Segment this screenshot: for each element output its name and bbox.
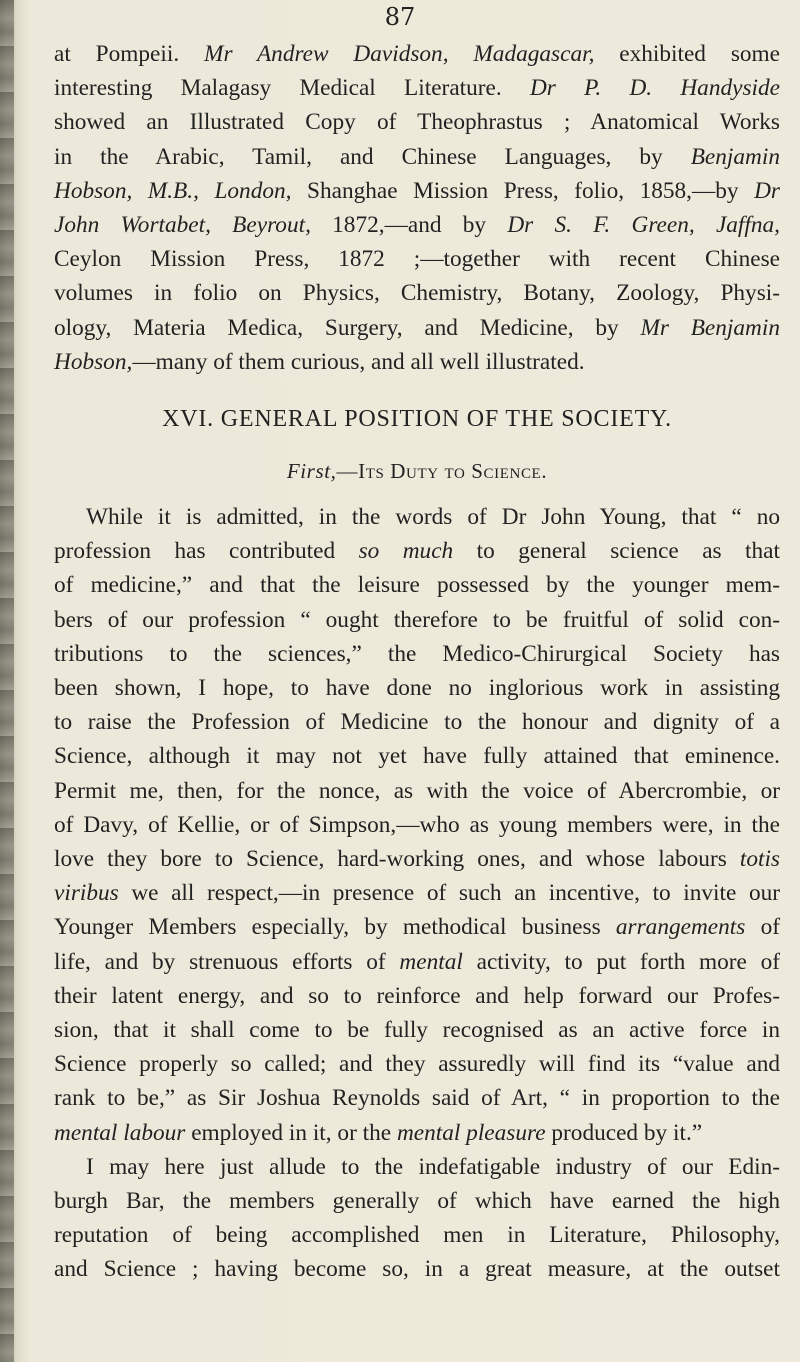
text-line: to raise the Profession of Medicine to the honour and dignity of a <box>54 709 780 736</box>
text-line: at Pompeii. Mr Andrew Davidson, Madagascar, exhibited some <box>54 41 780 67</box>
text-line: rank to be,” as Sir Joshua Reynolds said of Art, “ in proportion to the <box>54 1085 780 1112</box>
text-line: ology, Materia Medica, Surgery, and Medicine, by Mr Benjamin <box>54 314 780 341</box>
text-line: burgh Bar, the members generally of which have earned the high <box>54 1188 780 1215</box>
paragraph-exhibits <box>54 37 780 379</box>
text-line: of medicine,” and that the leisure possessed by the younger mem- <box>54 572 780 599</box>
page-number: 87 <box>384 3 416 31</box>
text-line: of Davy, of Kellie, or of Simpson,—who as young members were, in the <box>54 811 780 838</box>
text-line: viribus we all respect,—in presence of such an incentive, to invite our <box>54 880 780 907</box>
text-line: Permit me, then, for the nonce, as with the voice of Abercrombie, or <box>54 777 780 804</box>
text-line: love they bore to Science, hard-working ones, and whose labours totis <box>54 846 780 873</box>
text-line: Younger Members especially, by methodical business arrangements of <box>54 914 780 941</box>
text-line: I may here just allude to the indefatigable industry of our Edin- <box>86 1153 780 1180</box>
text-line: and Science ; having become so, in a great measure, at the outset <box>54 1256 780 1283</box>
text-line: their latent energy, and so to reinforce and help forward our Profes- <box>54 982 780 1009</box>
text-line: bers of our profession “ ought therefore to be fruitful of solid con- <box>54 606 780 633</box>
text-line: Ceylon Mission Press, 1872 ;—together with recent Chinese <box>54 246 780 273</box>
text-line: Science, although it may not yet have fully attained that eminence. <box>54 743 780 770</box>
text-line: mental labour employed in it, or the mental pleasure produced by it.” <box>54 1119 703 1146</box>
paragraph-duty-to-science <box>54 500 780 1287</box>
text-line: showed an Illustrated Copy of Theophrastus ; Anatomical Works <box>54 109 780 136</box>
text-line: While it is admitted, in the words of Dr John Young, that “ no <box>86 504 780 530</box>
text-line: tributions to the sciences,” the Medico-Chirurgical Society has <box>54 640 780 667</box>
text-line: John Wortabet, Beyrout, 1872,—and by Dr S. F. Green, Jaffna, <box>54 212 781 239</box>
book-spine-edge <box>0 0 14 1362</box>
text-line: been shown, I hope, to have done no inglorious work in assisting <box>54 675 780 702</box>
text-line: reputation of being accomplished men in Literature, Philosophy, <box>54 1222 780 1249</box>
text-line: profession has contributed so much to general science as that <box>54 538 780 565</box>
text-line: life, and by strenuous efforts of mental activity, to put forth more of <box>54 948 780 975</box>
text-line: in the Arabic, Tamil, and Chinese Languages, by Benjamin <box>54 143 780 170</box>
text-line: Science properly so called; and they assuredly will find its “value and <box>54 1051 780 1078</box>
text-line: Hobson, M.B., London, Shanghae Mission Press, folio, 1858,—by Dr <box>54 177 780 204</box>
text-line: interesting Malagasy Medical Literature. Dr P. D. Handyside <box>54 75 780 102</box>
text-line: volumes in folio on Physics, Chemistry, Botany, Zoology, Physi- <box>54 280 780 307</box>
section-heading: XVI. GENERAL POSITION OF THE SOCIETY. <box>162 406 672 432</box>
section-subheading: First,—Its Duty to Science. <box>286 459 548 483</box>
text-line: Hobson,—many of them curious, and all well illustrated. <box>54 348 585 375</box>
text-line: sion, that it shall come to be fully recognised as an active force in <box>54 1017 780 1044</box>
